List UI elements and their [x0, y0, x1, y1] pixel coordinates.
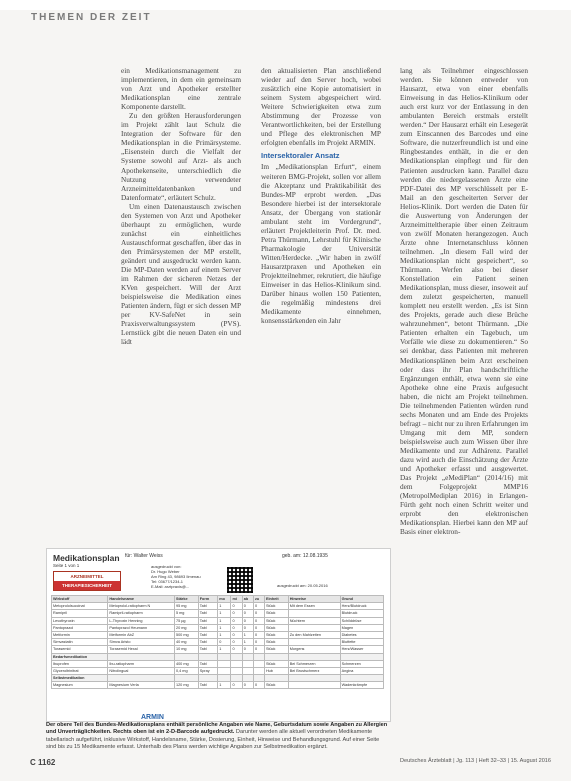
table-cell: 0: [254, 603, 265, 610]
issuer-line: Dr. Hugo Weber: [151, 569, 180, 574]
table-cell: Tabl: [198, 682, 218, 689]
table-cell: [254, 653, 265, 660]
table-cell: Ramipril-ratiopharm: [108, 610, 175, 617]
table-cell: Torasemid: [52, 646, 108, 653]
table-cell: [198, 675, 218, 682]
table-cell: [231, 653, 242, 660]
table-cell: Tabl: [198, 603, 218, 610]
table-cell: [288, 682, 340, 689]
table-cell: Tabl: [198, 646, 218, 653]
paragraph: Im „Medikationsplan Erfurt“, einem weiteren BMG-Projekt, sollen vor allem die Akzeptanz und Praktikabilität des Bundes-MP erprobt werden. „Das Besondere hierbei ist der intersektorale Ansatz, der Übergang von stationär ambulant steht im Vordergrund“, erläutert Projektleiterin Prof. Dr. med. Petra Thürmann, Lehrstuhl für Klinische Pharmakologie der Universität Witten/Herdecke. „Wir haben in zwölf Hausarztpraxen und Apotheken ein Projektteilnehmer, rekrutiert, die häufige Einweiser in das Helios-Klinikum sind. Darüber hinaus wollen 150 Patienten, die regelmäßig mindestens drei Medikamente einnehmen, konsensstärkenden ein Jahr: [261, 162, 381, 326]
article-column-1: [121, 66, 241, 526]
logo-bottom-text: THERAPIESICHERHEIT: [54, 581, 120, 590]
table-cell: Bei Schmerzen: [288, 660, 340, 667]
page-number: C 1162: [30, 758, 56, 767]
table-cell: 0: [254, 610, 265, 617]
table-row: [52, 610, 384, 617]
paragraph: lang als Teilnehmer eingeschlossen werden. Sie können entweder von Hausarzt, etwa von einer ebenfalls Einweisung in das Helios-Klinikum oder auch erst kurz vor der Entlassung in den ambulanten Bereich erstmals erstellt werden.“ Der Hausarzt erhält ein Lesegerät zum Einscannen des Barcodes und eine Software, die nutzerfreundlich ist und eine Ringbestandes enthält, in die er den Medikationsplan einpflegt und für den Patienten ausdrucken kann. Parallel dazu werden die niedergelassenen Ärzte eine PDF-Datei des MP verschlüsselt per E-Mail an den gescheiterten Server der Helios-Klinik. Dort werden die Daten für die Auswertung von Änderungen der Arzneimitteltherapie über einen Zeitraum von zwölf Monaten herangezogen. Auch Ärzte ohne Internetanschluss können teilnehmen. „In diesem Fall wird der Medikationsplan nicht gespeichert“, so Thürmann. Werfen also bei dieser Konstellation ein Patient seinen Medikationsplan, muss dieser, insoweit auf dem zuletzt gespeicherten, manuell komplett neu erstellt werden. „Es ist Sinn des Projekts, gerade auch diese Brüche wahrzunehmen“, betont Thürmann. „Die Patienten erhalten ein Tagebuch, um Vorfälle wie diese zu dokumentieren.“ So sei denkbar, dass Patienten mit mehreren Medikationsplänen beim Arzt erscheinen oder dass ihr Plan handschriftliche Ergänzungen enthält, etwa wenn sie eine Apotheke ohne eine Praxis aufgesucht haben, die nicht am Projekt teilnehmen. Die teilnehmenden Patienten würden rund sechs Monaten und am Ende des Projekts befragt – nicht nur zu ihren Erfahrungen im Umgang mit dem MP, sondern beispielsweise auch zum Wissen über ihre Medikamente und zur Adhärenz. Parallel dazu wird auch die Einschätzung der Ärzte und Apotheker erfasst und ausgewertet. Das Projekt „eMediPlan“ (2014/16) mit dem Folgeprojekt MMP16 (MetropolMediplan 2016) in Erlangen-Fürth geht noch einen Schritt weiter und erprobt den elektronischen Medikationsplan. Hierbei kann den MP auf Basis einer elektron-: [400, 66, 528, 537]
table-cell: Herz/Blutdruck: [340, 603, 383, 610]
table-cell: 1: [218, 631, 231, 638]
table-cell: 0: [254, 631, 265, 638]
table-header-cell: ab: [242, 596, 253, 603]
figure-caption: [46, 722, 390, 751]
table-header-cell: mo: [218, 596, 231, 603]
table-cell: 40 mg: [174, 639, 198, 646]
table-header-cell: Wirkstoff: [52, 596, 108, 603]
table-section-row: [52, 675, 384, 682]
table-cell: Simvastatin: [52, 639, 108, 646]
table-cell: Metoprololsuccinat: [52, 603, 108, 610]
table-cell: Tabl: [198, 617, 218, 624]
table-cell: Metoprolol-ratiopharm N: [108, 603, 175, 610]
table-cell: 0: [231, 631, 242, 638]
table-cell: Levothyroxin: [52, 617, 108, 624]
table-cell: [264, 675, 288, 682]
table-header-cell: Handelsname: [108, 596, 175, 603]
table-cell: 0: [231, 646, 242, 653]
table-cell: 1: [242, 631, 253, 638]
table-cell: [254, 660, 265, 667]
table-cell: [108, 675, 175, 682]
logo-top-text: ARZNEIMITTEL: [54, 572, 120, 581]
table-cell: Stück: [264, 660, 288, 667]
table-cell: [174, 653, 198, 660]
table-cell: Ibu-ratiopharm: [108, 660, 175, 667]
caption-text: Darunter werden alle aktuell verordneten Medikamente tabellarisch aufgeführt, inklusive Wirkstoff, Handelsname, Stärke, Dosierung, Einheit, Hinweise und Behandlungsgrund. Auf einer Seite sind bis zu 15 Medikamente erfasst. Unterhalb des Plans werden wichtige Angaben zur Selbstmedikation ergänzt.: [46, 729, 380, 750]
table-cell: 0: [242, 624, 253, 631]
table-cell: Tabl: [198, 610, 218, 617]
table-section-row: [52, 653, 384, 660]
table-cell: Stück: [264, 682, 288, 689]
article-column-2: [261, 66, 381, 536]
table-cell: 5 mg: [174, 610, 198, 617]
table-cell: [242, 675, 253, 682]
table-cell: Spray: [198, 667, 218, 674]
table-cell: Nüchtern: [288, 617, 340, 624]
table-cell: [108, 653, 175, 660]
table-cell: Ramipril: [52, 610, 108, 617]
paragraph: den aktualisierten Plan anschließend wieder auf den Server hoch, wobei zusätzlich eine Kopie automatisiert in seinem System abgespeichert wird. Weitere Schwierigkeiten etwa zum Abstimmung der Prozesse von Verantwortlichkeiten, bei der Erstellung und Pflege des elektronischen MP erfolgten ebenfalls im Projekt ARMIN.: [261, 66, 381, 148]
amts-logo: [53, 571, 121, 591]
table-header: [52, 596, 384, 603]
table-cell: 0: [254, 646, 265, 653]
table-cell: 75 µg: [174, 617, 198, 624]
table-header-cell: Einheit: [264, 596, 288, 603]
table-cell: 1: [218, 646, 231, 653]
medication-table: [51, 595, 384, 689]
table-cell: 1: [218, 682, 231, 689]
table-cell: Stück: [264, 624, 288, 631]
table-cell: [231, 667, 242, 674]
table-cell: [242, 660, 253, 667]
table-cell: Tabl: [198, 624, 218, 631]
table-row: [52, 639, 384, 646]
table-cell: Tabl: [198, 631, 218, 638]
table-cell: Simva Aristo: [108, 639, 175, 646]
table-cell: 0: [254, 617, 265, 624]
article-column-3: [400, 66, 528, 756]
table-row: [52, 631, 384, 638]
table-cell: Bei Brustschmerz: [288, 667, 340, 674]
table-cell: 0: [254, 682, 265, 689]
table-cell: 0: [242, 603, 253, 610]
table-cell: Magnesium Verla: [108, 682, 175, 689]
table-cell: Pantoprazol: [52, 624, 108, 631]
table-cell: 0: [254, 639, 265, 646]
medication-plan-figure: [46, 548, 391, 722]
table-cell: Stück: [264, 603, 288, 610]
table-cell: L-Thyroxin Henning: [108, 617, 175, 624]
table-cell: [288, 610, 340, 617]
table-cell: Mit dem Essen: [288, 603, 340, 610]
table-cell: 0: [231, 639, 242, 646]
paragraph: Zu den größten Herausforderungen im Projekt zählt laut Schulz die Integration der Software für den Medikationsplan in die Primärsysteme. „Eisenstein durch die Vielfalt der Systeme sowohl auf Arzt- als auch Apothekenseite, unterschiedlich die Nutzung verwendeter Arzneimitteldatenbanken und Datenformate“, erläutert Schulz.: [121, 111, 241, 202]
plan-page: Seite 1 von 1: [53, 563, 80, 568]
table-row: [52, 603, 384, 610]
table-cell: 1: [218, 603, 231, 610]
table-cell: Blutfette: [340, 639, 383, 646]
table-cell: 0: [242, 682, 253, 689]
table-header-cell: mi: [231, 596, 242, 603]
table-cell: Stück: [264, 610, 288, 617]
table-cell: 0: [242, 617, 253, 624]
issuer-line: ausgedruckt von:: [151, 564, 182, 569]
paragraph: Um einen Datenaustausch zwischen den Systemen von Arzt und Apotheker überhaupt zu ermöglichen, wurde zunächst ein einheitliches Austauschformat geschaffen, über das in den Primärsystemen der MP erstellt, geändert und ausgedruckt werden kann. Die MP-Daten werden auf einem Server im Rahmen der sicheren Netzes der KVen gespeichert. Will der Arzt beispielsweise die Medikation eines Patienten ändern, fügt er sich dessen MP per KV-SafeNet in sein Praxisverwaltungssystem (PVS). Lernstück gibt die neuen Daten ein und lädt: [121, 201, 241, 347]
table-cell: Schmerzen: [340, 660, 383, 667]
table-cell: Metformin: [52, 631, 108, 638]
table-cell: 0: [242, 646, 253, 653]
table-cell: Stück: [264, 631, 288, 638]
table-cell: [218, 667, 231, 674]
plan-patient: für: Walter Weiss: [125, 553, 163, 559]
table-cell: [254, 675, 265, 682]
table-cell: 0: [242, 610, 253, 617]
table-cell: [242, 653, 253, 660]
plan-birthdate: geb. am: 12.08.1935: [282, 553, 328, 559]
table-row: [52, 624, 384, 631]
table-cell: 0: [254, 624, 265, 631]
table-cell: [231, 675, 242, 682]
table-cell: 0: [231, 682, 242, 689]
table-cell: Magnesium: [52, 682, 108, 689]
table-row: [52, 660, 384, 667]
table-cell: Wadenkrämpfe: [340, 682, 383, 689]
table-cell: 1: [218, 624, 231, 631]
table-cell: [218, 660, 231, 667]
table-cell: 0: [218, 639, 231, 646]
table-cell: [340, 653, 383, 660]
table-header-cell: Form: [198, 596, 218, 603]
barcode-icon: [227, 567, 253, 593]
table-cell: [231, 660, 242, 667]
table-cell: Zu den Mahlzeiten: [288, 631, 340, 638]
table-cell: Tabl: [198, 660, 218, 667]
table-row: [52, 682, 384, 689]
table-cell: [288, 653, 340, 660]
issuer-line: Tel: 03677/1234-1: [151, 579, 184, 584]
table-cell: 120 mg: [174, 682, 198, 689]
table-row: [52, 646, 384, 653]
table-cell: Blutdruck: [340, 610, 383, 617]
table-cell: Stück: [264, 639, 288, 646]
journal-footer: Deutsches Ärzteblatt | Jg. 113 | Heft 32–33 | 15. August 2016: [400, 758, 552, 764]
table-cell: Angina: [340, 667, 383, 674]
table-cell: Schilddrüse: [340, 617, 383, 624]
armin-stamp: ARMIN: [141, 714, 164, 721]
table-cell: 1: [218, 617, 231, 624]
table-cell: [264, 653, 288, 660]
table-cell: Tabl: [198, 639, 218, 646]
table-cell: Herz/Wasser: [340, 646, 383, 653]
table-cell: 0: [231, 603, 242, 610]
issuer-line: E-Mail: arztpraxis@...: [151, 584, 190, 589]
table-cell: Metformin AbZ: [108, 631, 175, 638]
table-body: [52, 603, 384, 689]
table-row: [52, 617, 384, 624]
table-cell: Pantoprazol Heumann: [108, 624, 175, 631]
table-cell: 0: [231, 610, 242, 617]
table-cell: [242, 667, 253, 674]
table-cell: 20 mg: [174, 624, 198, 631]
table-cell: Nitrolingual: [108, 667, 175, 674]
top-bar: [0, 0, 571, 10]
plan-issuer: [151, 564, 201, 589]
table-row: [52, 667, 384, 674]
table-cell: [340, 675, 383, 682]
table-cell: Ibuprofen: [52, 660, 108, 667]
table-cell: Selbstmedikation: [52, 675, 108, 682]
table-cell: [198, 653, 218, 660]
subheading: Intersektoraler Ansatz: [261, 151, 340, 161]
table-cell: 400 mg: [174, 660, 198, 667]
plan-printed-date: ausgedruckt am: 20.05.2016: [277, 583, 328, 588]
table-cell: [288, 624, 340, 631]
section-label: THEMEN DER ZEIT: [31, 12, 152, 23]
table-cell: [174, 675, 198, 682]
table-header-cell: Hinweise: [288, 596, 340, 603]
table-cell: Magen: [340, 624, 383, 631]
table-cell: 500 mg: [174, 631, 198, 638]
table-cell: Hub: [264, 667, 288, 674]
table-cell: [288, 639, 340, 646]
table-cell: 0: [231, 624, 242, 631]
table-cell: [218, 675, 231, 682]
table-cell: 10 mg: [174, 646, 198, 653]
table-cell: Diabetes: [340, 631, 383, 638]
table-cell: Morgens: [288, 646, 340, 653]
table-cell: [288, 675, 340, 682]
plan-title: Medikationsplan: [53, 553, 120, 563]
paragraph: ein Medikationsmanagement zu implementieren, in dem ein gemeinsam von Arzt und Apotheker erstellter Medikationsplan eine zentrale Komponente darstellt.: [121, 66, 241, 112]
table-cell: Stück: [264, 646, 288, 653]
issuer-line: Am Ring 43, 98693 Ilmenau: [151, 574, 201, 579]
caption-bold: Der obere Teil des Bundes-Medikationsplans enthält persönliche Angaben wie Name, Geburtsdatum sowie Angaben zu Allergien und Unverträglichkeiten. Rechts oben ist ein 2-D-Barcode aufgedruckt.: [46, 722, 388, 736]
table-cell: 95 mg: [174, 603, 198, 610]
table-header-cell: Grund: [340, 596, 383, 603]
table-cell: Stück: [264, 617, 288, 624]
table-cell: [254, 667, 265, 674]
table-header-cell: Stärke: [174, 596, 198, 603]
table-header-cell: zu: [254, 596, 265, 603]
table-cell: 0: [231, 617, 242, 624]
table-cell: 0,4 mg: [174, 667, 198, 674]
table-cell: 1: [242, 639, 253, 646]
table-cell: Torasemid Hexal: [108, 646, 175, 653]
table-cell: Glyceroltrinitrat: [52, 667, 108, 674]
table-cell: [218, 653, 231, 660]
table-cell: 1: [218, 610, 231, 617]
table-cell: Bedarfsmedikation: [52, 653, 108, 660]
